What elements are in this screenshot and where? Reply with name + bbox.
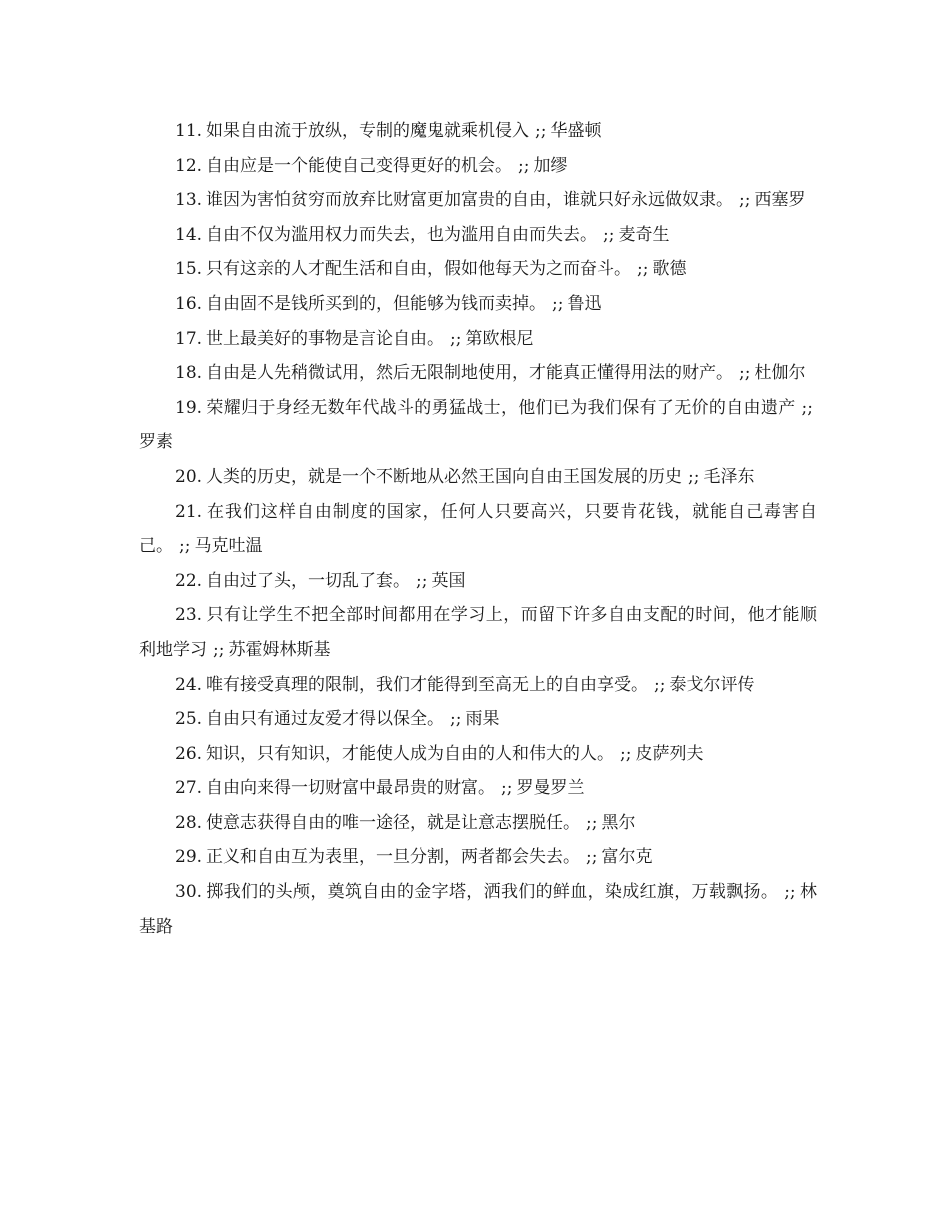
quote-item	[139, 460, 817, 495]
quote-number: 25.	[175, 709, 203, 730]
quote-item	[139, 564, 817, 599]
quote-author: 西塞罗	[754, 190, 806, 211]
quote-author: 毛泽东	[703, 466, 755, 487]
quote-text: 自由不仅为滥用权力而失去，也为滥用自由而失去。	[206, 224, 598, 245]
quote-number: 12.	[175, 155, 203, 176]
quote-separator: ;;	[637, 259, 649, 280]
quote-text: 自由向来得一切财富中最昂贵的财富。	[206, 778, 496, 799]
quote-author: 罗曼罗兰	[516, 778, 585, 799]
quote-text: 自由过了头，一切乱了套。	[206, 570, 411, 591]
quote-text: 世上最美好的事物是言论自由。	[206, 328, 445, 349]
quote-separator: ;;	[518, 155, 530, 176]
quote-number: 18.	[175, 363, 203, 384]
quote-author: 黑尔	[601, 812, 636, 833]
quote-separator: ;;	[450, 328, 462, 349]
quote-item	[139, 806, 817, 841]
quote-number: 11.	[175, 121, 203, 141]
quote-separator: ;;	[501, 778, 513, 799]
quote-item	[139, 771, 817, 806]
quote-text: 正义和自由互为表里，一旦分割，两者都会失去。	[206, 847, 581, 868]
quote-separator: ;;	[586, 812, 598, 833]
quote-number: 22.	[175, 570, 203, 591]
quote-item	[139, 702, 817, 737]
quote-separator: ;;	[213, 639, 225, 660]
quote-separator: ;;	[654, 674, 666, 695]
quote-item	[139, 322, 817, 357]
quote-number: 13.	[175, 190, 203, 211]
quote-separator: ;;	[739, 190, 751, 211]
quote-separator: ;;	[535, 121, 547, 141]
quote-number: 28.	[175, 812, 203, 833]
quote-author: 华盛顿	[550, 121, 602, 141]
quote-number: 24.	[175, 674, 203, 695]
quote-text: 使意志获得自由的唯一途径，就是让意志摆脱任。	[206, 812, 581, 833]
quote-author: 罗素	[139, 432, 173, 453]
quote-number: 21.	[175, 501, 203, 522]
quote-author: 皮萨列夫	[635, 743, 704, 764]
quote-item	[139, 183, 817, 218]
quote-item	[139, 875, 817, 944]
quote-item	[139, 356, 817, 391]
quote-author: 雨果	[465, 709, 500, 730]
document-page	[139, 114, 817, 944]
quote-number: 15.	[175, 259, 203, 280]
quote-author: 麦奇生	[618, 224, 670, 245]
quote-text: 掷我们的头颅，奠筑自由的金字塔，洒我们的鲜血，染成红旗，万载飘扬。	[206, 882, 779, 903]
quote-author: 第欧根尼	[465, 328, 534, 349]
quote-item	[139, 287, 817, 322]
quote-number: 20.	[175, 466, 203, 487]
quote-item	[139, 252, 817, 287]
quote-item	[139, 149, 817, 184]
quote-item	[139, 737, 817, 772]
quote-separator: ;;	[552, 293, 564, 314]
quote-text: 荣耀归于身经无数年代战斗的勇猛战士，他们已为我们保有了无价的自由遗产	[206, 397, 796, 418]
quote-separator: ;;	[603, 224, 615, 245]
quote-number: 17.	[175, 328, 203, 349]
quote-author: 苏霍姆林斯基	[228, 639, 331, 660]
quote-separator: ;;	[620, 743, 632, 764]
quote-item	[139, 668, 817, 703]
quote-item	[139, 114, 817, 149]
quote-author: 马克吐温	[194, 536, 263, 557]
quote-separator: ;;	[688, 466, 700, 487]
quote-author: 加缪	[533, 155, 568, 176]
quote-item	[139, 598, 817, 667]
quote-separator: ;;	[784, 882, 796, 903]
quote-author: 富尔克	[601, 847, 653, 868]
quote-text: 只有让学生不把全部时间都用在学习上，而留下许多自由支配的时间，他才能顺利地学习	[139, 605, 817, 660]
quote-separator: ;;	[739, 363, 751, 384]
quote-text: 自由应是一个能使自己变得更好的机会。	[206, 155, 513, 176]
quote-text: 自由固不是钱所买到的，但能够为钱而卖掉。	[206, 293, 547, 314]
quote-number: 29.	[175, 847, 203, 868]
quote-item	[139, 218, 817, 253]
quote-separator: ;;	[416, 570, 428, 591]
quote-separator: ;;	[801, 397, 813, 418]
quote-author: 鲁迅	[567, 293, 602, 314]
quote-number: 14.	[175, 224, 203, 245]
quote-text: 唯有接受真理的限制，我们才能得到至高无上的自由享受。	[206, 674, 649, 695]
quote-number: 30.	[175, 882, 203, 903]
quote-separator: ;;	[586, 847, 598, 868]
quote-item	[139, 495, 817, 564]
quote-author: 英国	[431, 570, 466, 591]
quote-author: 歌德	[652, 259, 687, 280]
quote-author: 杜伽尔	[754, 363, 806, 384]
quote-author: 林基路	[139, 882, 817, 937]
quote-number: 27.	[175, 778, 203, 799]
quote-item	[139, 391, 817, 460]
quote-text: 如果自由流于放纵，专制的魔鬼就乘机侵入	[206, 121, 530, 141]
quote-author: 泰戈尔评传	[669, 674, 755, 695]
quote-number: 23.	[175, 605, 203, 626]
quote-number: 16.	[175, 293, 203, 314]
quote-separator: ;;	[179, 536, 191, 557]
quote-text: 在我们这样自由制度的国家，任何人只要高兴，只要肯花钱，就能自己毒害自己。	[139, 501, 817, 557]
quote-text: 自由是人先稍微试用，然后无限制地使用，才能真正懂得用法的财产。	[206, 363, 734, 384]
quote-text: 自由只有通过友爱才得以保全。	[206, 709, 445, 730]
quote-number: 19.	[175, 397, 203, 418]
quote-separator: ;;	[450, 709, 462, 730]
quote-text: 人类的历史，就是一个不断地从必然王国向自由王国发展的历史	[206, 466, 683, 487]
quote-text: 谁因为害怕贫穷而放弃比财富更加富贵的自由，谁就只好永远做奴隶。	[206, 190, 734, 211]
quote-text: 知识，只有知识，才能使人成为自由的人和伟大的人。	[206, 743, 615, 764]
quote-text: 只有这亲的人才配生活和自由，假如他每天为之而奋斗。	[206, 259, 632, 280]
quote-number: 26.	[175, 743, 203, 764]
quote-item	[139, 840, 817, 875]
